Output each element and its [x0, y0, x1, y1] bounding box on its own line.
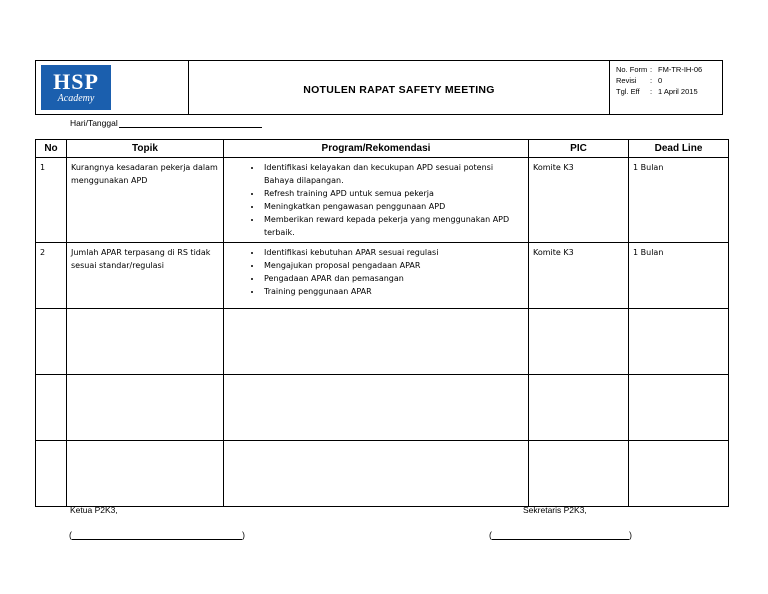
- date-label: Hari/Tanggal: [70, 118, 118, 128]
- empty-cell[interactable]: [224, 375, 529, 441]
- col-header-no: No: [36, 140, 67, 158]
- row-pic: Komite K3: [529, 243, 629, 309]
- logo-cell: [36, 61, 189, 114]
- row-programs: [224, 158, 529, 243]
- empty-cell[interactable]: [224, 309, 529, 375]
- row-number: 1: [36, 158, 67, 243]
- program-item: • Refresh training APD untuk semua pekerja: [262, 187, 524, 200]
- col-header-program: Program/Rekomendasi: [224, 140, 529, 158]
- logo-sub-text: Academy: [57, 93, 95, 104]
- meta-form-no: No. Form : FM-TR-IH-06: [616, 65, 703, 74]
- row-deadline: 1 Bulan: [629, 158, 729, 243]
- empty-cell[interactable]: [529, 441, 629, 507]
- empty-table-row: [36, 441, 729, 507]
- company-logo: [41, 65, 111, 110]
- row-topic: Kurangnya kesadaran pekerja dalam menggunakan APD: [67, 158, 224, 243]
- empty-cell[interactable]: [36, 441, 67, 507]
- col-header-deadline: Dead Line: [629, 140, 729, 158]
- col-header-topic: Topik: [67, 140, 224, 158]
- empty-table-row: [36, 309, 729, 375]
- date-blank-line[interactable]: [119, 118, 262, 128]
- program-item: • Meningkatkan pengawasan penggunaan APD: [262, 200, 524, 213]
- date-field: [70, 118, 262, 128]
- program-item: • Identifikasi kebutuhan APAR sesuai regulasi: [262, 246, 524, 259]
- empty-cell[interactable]: [529, 309, 629, 375]
- secretary-signature: ( ): [489, 530, 632, 540]
- empty-cell[interactable]: [224, 441, 529, 507]
- table-row: [36, 158, 729, 243]
- row-programs: [224, 243, 529, 309]
- secretary-label: Sekretaris P2K3,: [523, 505, 587, 515]
- meta-revision: Revisi : 0: [616, 76, 663, 85]
- empty-cell[interactable]: [36, 375, 67, 441]
- form-header: [35, 60, 723, 115]
- empty-cell[interactable]: [629, 309, 729, 375]
- empty-cell[interactable]: [36, 309, 67, 375]
- empty-cell[interactable]: [67, 375, 224, 441]
- row-pic: Komite K3: [529, 158, 629, 243]
- minutes-table: [35, 139, 729, 507]
- document-title: NOTULEN RAPAT SAFETY MEETING: [189, 61, 610, 114]
- secretary-signature-line[interactable]: [492, 528, 629, 540]
- row-number: 2: [36, 243, 67, 309]
- chairman-label: Ketua P2K3,: [70, 505, 118, 515]
- empty-table-row: [36, 375, 729, 441]
- col-header-pic: PIC: [529, 140, 629, 158]
- chairman-signature: ( ): [69, 530, 245, 540]
- program-item: • Pengadaan APAR dan pemasangan: [262, 272, 524, 285]
- empty-cell[interactable]: [67, 309, 224, 375]
- logo-main-text: HSP: [53, 69, 99, 94]
- chairman-signature-line[interactable]: [72, 528, 242, 540]
- empty-cell[interactable]: [67, 441, 224, 507]
- program-item: • Memberikan reward kepada pekerja yang menggunakan APD terbaik.: [262, 213, 524, 239]
- program-list: [228, 246, 524, 298]
- table-row: [36, 243, 729, 309]
- table-header-row: [36, 140, 729, 158]
- empty-cell[interactable]: [629, 441, 729, 507]
- form-meta: [610, 61, 722, 114]
- empty-cell[interactable]: [529, 375, 629, 441]
- row-topic: Jumlah APAR terpasang di RS tidak sesuai standar/regulasi: [67, 243, 224, 309]
- row-deadline: 1 Bulan: [629, 243, 729, 309]
- program-list: [228, 161, 524, 239]
- program-item: • Mengajukan proposal pengadaan APAR: [262, 259, 524, 272]
- program-item: • Training penggunaan APAR: [262, 285, 524, 298]
- meta-effective-date: Tgl. Eff : 1 April 2015: [616, 87, 698, 96]
- empty-cell[interactable]: [629, 375, 729, 441]
- program-item: • Identifikasi kelayakan dan kecukupan APD sesuai potensi Bahaya dilapangan.: [262, 161, 524, 187]
